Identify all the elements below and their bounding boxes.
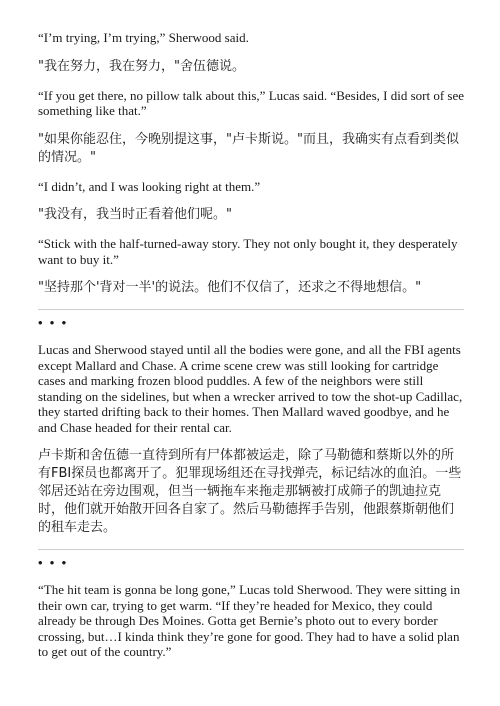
paragraph-en: “If you get there, no pillow talk about this,” Lucas said. “Besides, I did sort of see something like that.” [38,87,465,118]
section-divider [38,549,464,550]
document-page [38,30,464,672]
paragraph-zh: "如果你能忍住，今晚别提这事，"卢卡斯说。"而且，我确实有点看到类似的情况。" [38,131,459,165]
paragraph-en: “I’m trying, I’m trying,” Sherwood said. [38,30,249,45]
paragraph-en: Lucas and Sherwood stayed until all the bodies were gone, and all the FBI agents except Mallard and Chase. A crime scene crew was still looking for cartridge cases and marking frozen blood puddles. A few of the neighbors were still standing on the sidelines, but when a wrecker arrived to tow the shot-up Cadillac, they started drifting back to their homes. Then Mallard waved goodbye, and he and Chase headed for their rental car. [38,342,463,435]
paragraph-en: “I didn’t, and I was looking right at them.” [38,178,261,194]
paragraph-zh: "坚持那个'背对一半'的说法。他们不仅信了，还求之不得地想信。" [38,280,422,295]
section-break-marker: • • • [38,315,69,330]
section-divider [38,309,464,310]
paragraph-en: “The hit team is gonna be long gone,” Lucas told Sherwood. They were sitting in their own car, trying to get warm. “If they’re headed for Mexico, they could already be through Des Moines. Gotta get Bernie’s photo out to every border crossing, but…I kinda think they’re gone for good. They had to have a solid plan to get out of the country.” [38,582,461,659]
section-break-marker: • • • [38,555,69,570]
paragraph-zh: "我在努力，我在努力，"舍伍德说。 [38,58,245,74]
paragraph-zh: 卢卡斯和舍伍德一直待到所有尸体都被运走，除了马勒德和蔡斯以外的所有FBI探员也都离开了。犯罪现场组还在寻找弹壳，标记结冰的血泊。一些邻居还站在旁边围观，但当一辆拖车来拖走那辆被打成筛子的凯迪拉克时，他们就开始散开回各自家了。然后马勒德挥手告别，他跟蔡斯朝他们的租车走去。 [38,448,462,535]
paragraph-zh: "我没有，我当时正看着他们呢。" [38,207,232,222]
paragraph-en: “Stick with the half-turned-away story. They not only bought it, they desperately want to buy it.” [38,236,458,267]
